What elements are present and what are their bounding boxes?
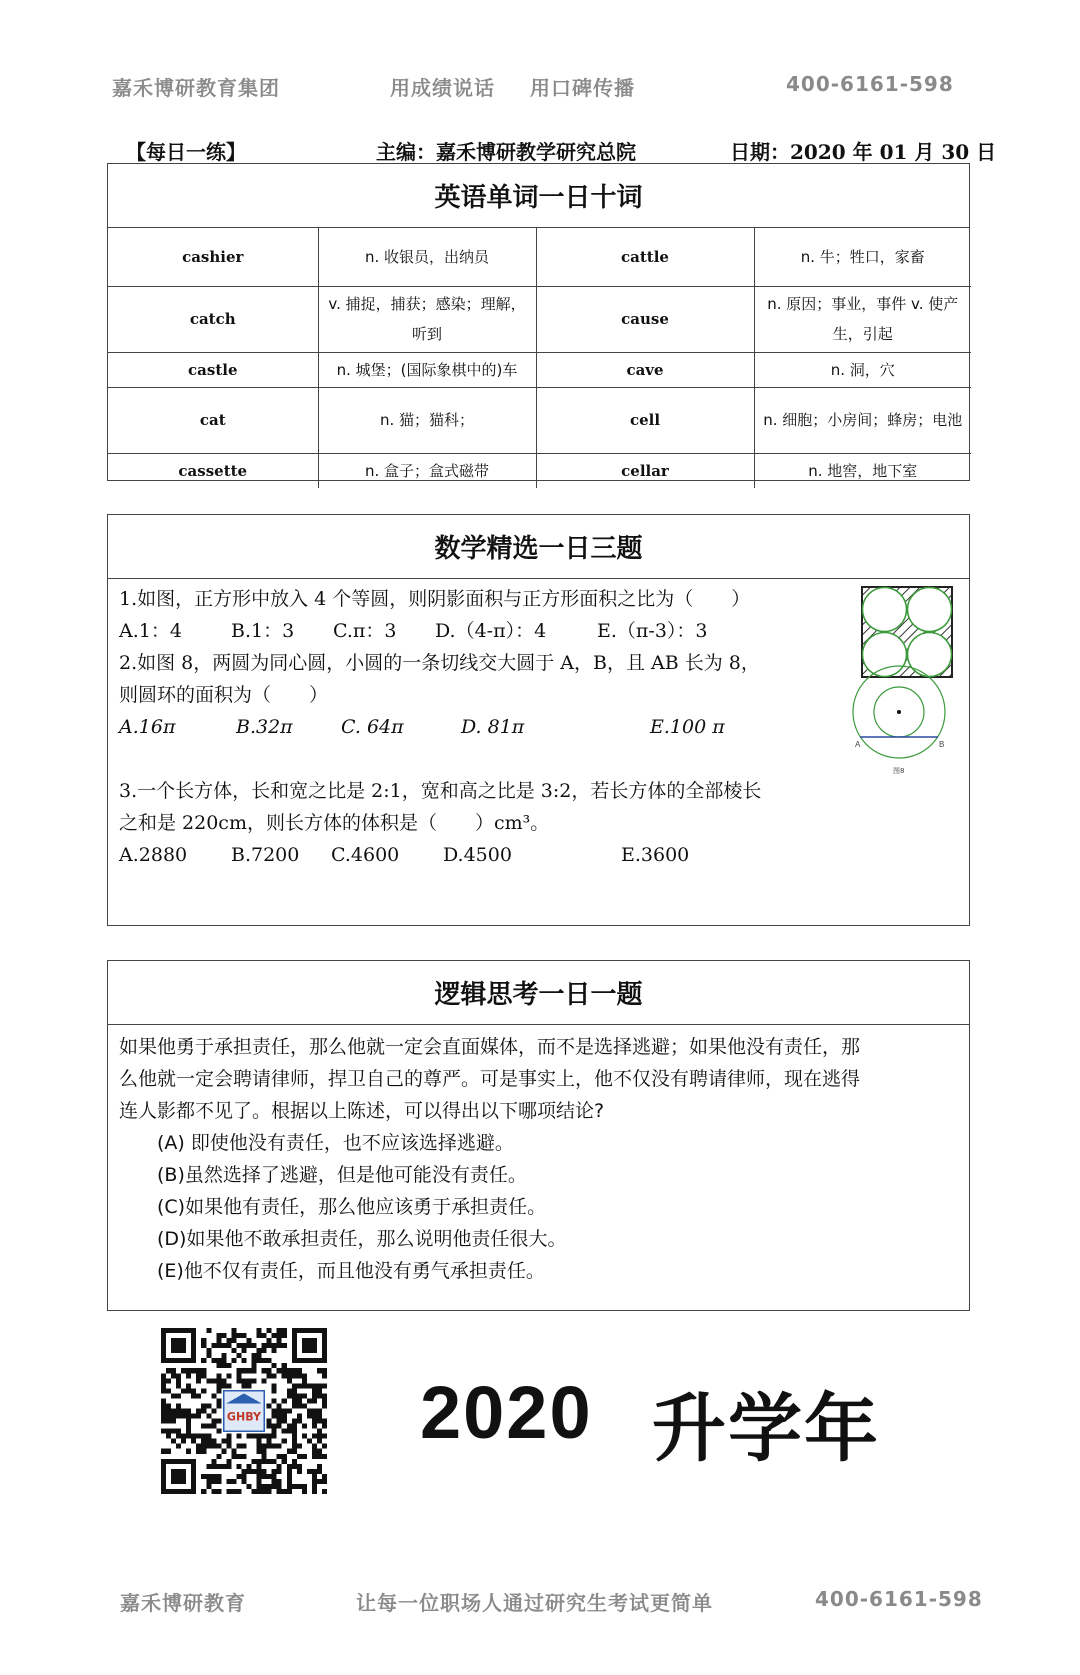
math-title: 数学精选一日三题: [108, 515, 969, 579]
vocab-meaning: n. 牛；牲口，家畜: [754, 228, 971, 286]
vocab-word: cave: [536, 352, 754, 387]
math-question-2: [119, 647, 760, 743]
logic-stem-line: 么他就一定会聘请律师，捍卫自己的尊严。可是事实上，他不仅没有聘请律师，现在逃得: [119, 1068, 861, 1090]
option: E.100 π: [650, 716, 725, 738]
qr-code: [161, 1328, 327, 1494]
question-options: [119, 615, 750, 647]
qr-logo-text: GHBY: [226, 1410, 262, 1424]
option: D.4500: [443, 844, 512, 866]
vocab-row: [108, 228, 971, 286]
question-options: [119, 839, 761, 871]
header-phone: 400-6161-598: [786, 72, 954, 96]
logic-option: (A) 即使他没有责任，也不应该选择逃避。: [157, 1132, 514, 1154]
header-org: 嘉禾博研教育集团: [112, 76, 280, 100]
logic-title: 逻辑思考一日一题: [108, 961, 969, 1025]
vocab-section: [107, 163, 970, 481]
date-line: 日期：2020 年 01 月 30 日: [730, 140, 997, 164]
concentric-circles-figure: [852, 665, 962, 785]
vocab-word: cell: [536, 387, 754, 453]
option: D.（4-π）：4: [435, 620, 547, 642]
banner-text: 升学年: [652, 1386, 880, 1472]
vocab-word: cellar: [536, 453, 754, 488]
question-stem: 1.如图，正方形中放入 4 个等圆，则阴影面积与正方形面积之比为（ ）: [119, 588, 751, 610]
option: B.7200: [231, 844, 300, 866]
header-slogan-1: 用成绩说话: [390, 76, 495, 100]
option: C. 64π: [341, 716, 404, 738]
vocab-meaning: n. 城堡；(国际象棋中的)车: [318, 352, 536, 387]
question-stem-line: 则圆环的面积为（ ）: [119, 684, 329, 706]
option: D. 81π: [461, 716, 525, 738]
vocab-meaning: n. 原因；事业，事件 v. 使产生，引起: [754, 286, 971, 352]
vocab-meaning: n. 盒子；盒式磁带: [318, 453, 536, 488]
vocab-row: [108, 453, 971, 488]
option: C.4600: [331, 844, 400, 866]
option: A.16π: [119, 716, 176, 738]
footer-phone: 400-6161-598: [815, 1587, 983, 1611]
footer-org: 嘉禾博研教育: [120, 1591, 246, 1615]
math-section: [107, 514, 970, 926]
logic-option: (C)如果他有责任，那么他应该勇于承担责任。: [157, 1196, 547, 1218]
point-b-label: B: [939, 740, 945, 749]
editor-line: 主编：嘉禾博研教学研究总院: [376, 140, 636, 164]
logic-option: (B)虽然选择了逃避，但是他可能没有责任。: [157, 1164, 527, 1186]
vocab-row: [108, 352, 971, 387]
math-question-1: [119, 583, 750, 647]
vocab-word: cassette: [108, 453, 318, 488]
point-a-label: A: [855, 740, 861, 749]
vocab-title: 英语单词一日十词: [108, 164, 969, 228]
vocab-meaning: n. 猫；猫科；: [318, 387, 536, 453]
banner-year: 2020: [420, 1371, 593, 1454]
option: A.2880: [119, 844, 188, 866]
daily-tag: 【每日一练】: [126, 140, 246, 164]
math-question-3: [119, 775, 761, 871]
logic-option: (E)他不仅有责任，而且他没有勇气承担责任。: [157, 1260, 545, 1282]
vocab-row: [108, 286, 971, 352]
vocab-word: cause: [536, 286, 754, 352]
vocab-word: cashier: [108, 228, 318, 286]
figure-caption: 图8: [893, 767, 905, 775]
logic-stem-line: 连人影都不见了。根据以上陈述，可以得出以下哪项结论?: [119, 1100, 605, 1122]
vocab-meaning: v. 捕捉，捕获；感染；理解，听到: [318, 286, 536, 352]
logic-question: [119, 1031, 964, 1287]
vocab-word: cattle: [536, 228, 754, 286]
question-stem-line: 之和是 220cm，则长方体的体积是（ ）cm³。: [119, 812, 550, 834]
question-stem-line: 3.一个长方体，长和宽之比是 2:1，宽和高之比是 3:2，若长方体的全部棱长: [119, 780, 762, 802]
logic-stem-line: 如果他勇于承担责任，那么他就一定会直面媒体，而不是选择逃避；如果他没有责任，那: [119, 1036, 861, 1058]
option: B.32π: [236, 716, 293, 738]
vocab-word: catch: [108, 286, 318, 352]
vocab-row: [108, 387, 971, 453]
option: B.1：3: [231, 620, 295, 642]
vocab-meaning: n. 地窖，地下室: [754, 453, 971, 488]
vocab-meaning: n. 洞，穴: [754, 352, 971, 387]
option: E.（π-3）：3: [597, 620, 708, 642]
vocab-meaning: n. 收银员，出纳员: [318, 228, 536, 286]
header-slogan-2: 用口碑传播: [530, 76, 635, 100]
vocab-meaning: n. 细胞；小房间；蜂房；电池: [754, 387, 971, 453]
option: C.π：3: [333, 620, 397, 642]
logic-section: [107, 960, 970, 1311]
option: E.3600: [621, 844, 690, 866]
question-stem-line: 2.如图 8，两圆为同心圆，小圆的一条切线交大圆于 A，B，且 AB 长为 8，: [119, 652, 760, 674]
logic-option: (D)如果他不敢承担责任，那么说明他责任很大。: [157, 1228, 567, 1250]
vocab-word: cat: [108, 387, 318, 453]
question-options: [119, 711, 760, 743]
option: A.1：4: [119, 620, 182, 642]
footer-slogan: 让每一位职场人通过研究生考试更简单: [356, 1591, 713, 1615]
vocab-word: castle: [108, 352, 318, 387]
vocab-table: [108, 228, 971, 488]
